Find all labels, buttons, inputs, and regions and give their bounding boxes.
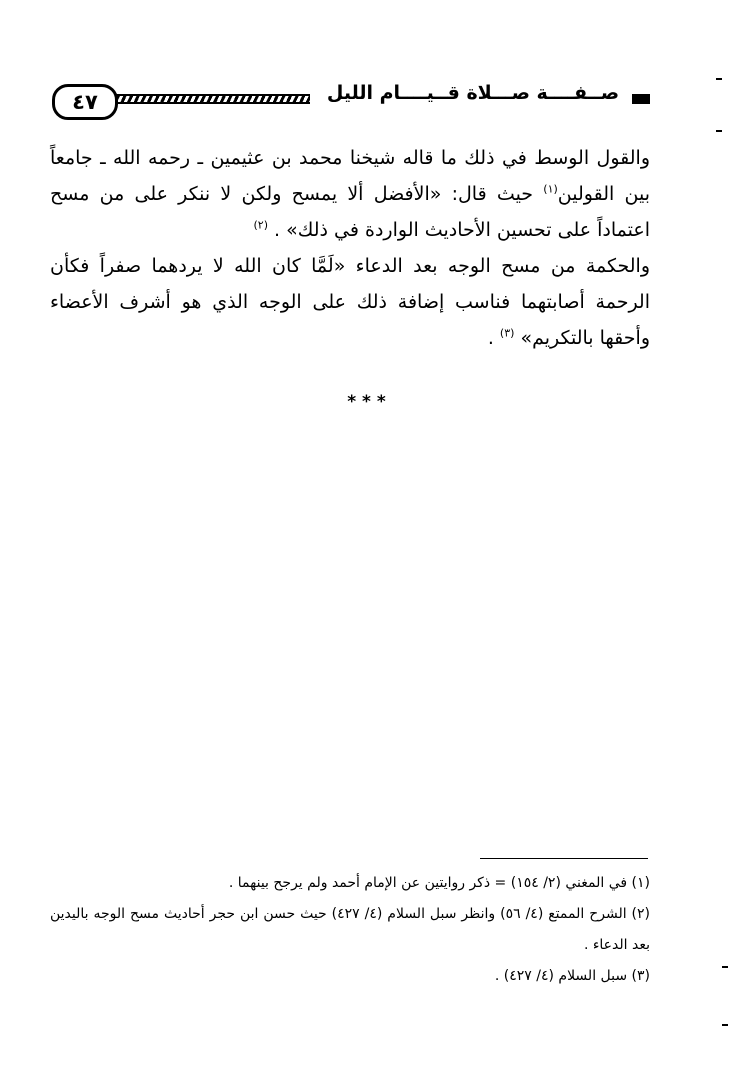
section-separator: * * *: [347, 392, 386, 412]
page-header: [52, 72, 652, 128]
paragraph: [50, 248, 650, 356]
margin-mark: [716, 130, 722, 132]
footnote: (٢) الشرح الممتع (٤/ ٥٦) وانظر سبل السلام (٤/ ٤٢٧) حيث حسن ابن حجر أحاديث مسح الوجه باليدين بعد الدعاء .: [50, 906, 651, 953]
margin-mark: [716, 78, 722, 80]
paragraph: [50, 140, 650, 248]
footnote-ref: (٢): [253, 218, 268, 232]
paragraph-text: حيث قال: «الأفضل ألا يمسح ولكن لا ننكر على من مسح اعتماداً على تحسين الأحاديث الواردة في ذلك» .: [50, 183, 650, 241]
margin-mark: [722, 966, 728, 968]
paragraph-text: والقول الوسط في ذلك ما قاله شيخنا محمد بن عثيمين ـ رحمه الله ـ جامعاً بين القولين: [50, 147, 650, 205]
footnotes: [50, 868, 650, 992]
paragraph-text: والحكمة من مسح الوجه بعد الدعاء «لَمَّا كان الله لا يردهما صفراً فكأن الرحمة أصابتهما فناسب إضافة ذلك على الوجه الذي هو أشرف الأعضاء وأحقها بالتكريم»: [50, 255, 650, 349]
body-text: [50, 140, 650, 356]
footnote-ref: (٣): [499, 326, 515, 340]
margin-mark: [722, 1024, 728, 1026]
footnote-divider: [480, 858, 648, 859]
paragraph-text: .: [487, 327, 500, 349]
footnote: (١) في المغني (٢/ ١٥٤) = ذكر روايتين عن الإمام أحمد ولم يرجح بينهما .: [228, 875, 650, 891]
running-title: صــفــــة صـــلاة قــيــــام الليل: [326, 82, 620, 104]
footnote-ref: (١): [543, 182, 558, 196]
header-ornament-rule: [110, 94, 310, 104]
header-ornament-end: [632, 94, 650, 104]
footnote: (٣) سبل السلام (٤/ ٤٢٧) .: [494, 968, 650, 984]
page-number: ٤٧: [52, 84, 118, 120]
